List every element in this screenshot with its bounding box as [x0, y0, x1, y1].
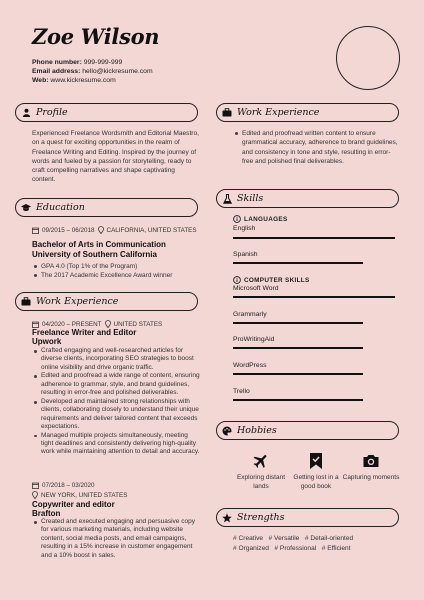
person-icon — [21, 108, 31, 118]
skills-title: Skills — [237, 193, 264, 204]
web-value[interactable]: www.kickresume.com — [50, 77, 116, 85]
profile-section-header — [15, 103, 198, 122]
star-icon — [222, 513, 232, 523]
job-bullets-continued — [233, 129, 398, 166]
job-role: Freelance Writer and Editor — [32, 328, 137, 337]
job-location: UNITED STATES — [113, 320, 163, 328]
strengths-section-header — [216, 508, 399, 527]
profile-title: Profile — [36, 107, 68, 118]
education-degree: Bachelor of Arts in Communication — [32, 240, 166, 249]
contact-info — [32, 58, 153, 86]
skill-name: WordPress — [233, 362, 267, 369]
strengths-title: Strengths — [237, 512, 285, 523]
calendar-icon — [32, 321, 39, 328]
briefcase-icon — [21, 297, 31, 307]
computer-skills-subheader — [233, 276, 310, 284]
list-item: Managed multiple projects simultaneously, meeting tight deadlines and consistently delivering high-quality work while maintaining attention to detail and accuracy. — [32, 432, 202, 457]
job-location: NEW YORK, UNITED STATES — [41, 491, 128, 499]
strengths-tags — [233, 534, 403, 554]
palette-icon — [222, 426, 232, 436]
strengths-line: # Creative # Versatile # Detail-oriented — [233, 535, 354, 542]
list-item: Edited and proofread a wide range of content, ensuring adherence to grammar, style, and brand guidelines, resulting in error-free and polished deliverables. — [32, 372, 202, 397]
computer-skills-label: COMPUTER SKILLS — [244, 276, 310, 284]
job-location-row — [32, 491, 127, 499]
email-row — [32, 67, 153, 76]
calendar-icon — [32, 227, 39, 234]
job-meta — [32, 482, 95, 489]
calendar-icon — [32, 482, 39, 489]
email-label: Email address: — [32, 68, 81, 76]
skill-name: Trello — [233, 388, 250, 395]
skill-level-bar — [233, 322, 363, 324]
info-circle-icon — [233, 276, 241, 284]
work-experience-section-header — [15, 292, 198, 311]
skill-level-bar — [233, 296, 395, 298]
email-value[interactable]: hello@kickresume.com — [82, 68, 153, 76]
job-company: Upwork — [32, 337, 62, 346]
education-title: Education — [36, 202, 85, 213]
location-pin-icon — [32, 491, 38, 499]
languages-subheader — [233, 215, 288, 223]
info-circle-icon — [233, 215, 241, 223]
phone-label: Phone number: — [32, 59, 82, 66]
skill-level-bar — [233, 347, 363, 349]
job-dates: 04/2020 – PRESENT — [42, 320, 102, 328]
candidate-name: Zoe Wilson — [32, 24, 160, 49]
graduation-cap-icon — [21, 203, 31, 213]
list-item: Crafted engaging and well-researched articles for diverse clients, incorporating SEO strategies to boost online visibility and drive organic traffic. — [32, 347, 202, 372]
skill-name: Microsoft Word — [233, 285, 279, 292]
location-pin-icon — [105, 320, 111, 328]
education-location: CALIFORNIA, UNITED STATES — [106, 226, 197, 234]
skill-level-bar — [233, 373, 363, 375]
languages-label: LANGUAGES — [244, 215, 288, 223]
hobbies-title: Hobbies — [237, 425, 277, 436]
job-bullets — [32, 518, 202, 560]
skill-name: Grammarly — [233, 311, 267, 318]
hobby-label: Capturing moments — [342, 474, 400, 481]
job-company: Brafton — [32, 509, 61, 518]
airplane-icon — [252, 452, 270, 470]
skill-name: English — [233, 225, 256, 232]
education-section-header — [15, 198, 198, 217]
list-item: The 2017 Academic Excellence Award winner — [32, 271, 202, 280]
skill-level-bar — [233, 262, 363, 264]
job-bullets — [32, 347, 202, 457]
work-experience-continued-header — [216, 103, 399, 122]
location-pin-icon — [98, 226, 104, 234]
list-item: GPA 4.0 (Top 1% of the Program) — [32, 262, 202, 271]
hobby-label: Exploring distant lands — [236, 474, 286, 490]
hobbies-section-header — [216, 421, 399, 440]
profile-photo-placeholder — [336, 26, 400, 90]
skills-section-header — [216, 189, 399, 208]
education-school: University of Southern California — [32, 250, 157, 259]
profile-text: Experienced Freelance Wordsmith and Editorial Maestro, on a quest for exciting opportunities in the realm of Freelance Writing and Editing. Inspired by the journey of words and fueled by a passion for storytelling, ready to craft compelling narratives and shape captivating content. — [32, 130, 199, 184]
web-row — [32, 76, 153, 85]
list-item: Created and executed engaging and persuasive copy for various marketing materials, including website content, social media posts, and email campaigns, resulting in a 15% increase in customer engagement and a 10% boost in sales. — [32, 518, 202, 560]
work-experience-title: Work Experience — [36, 296, 119, 307]
skill-name: Spanish — [233, 251, 258, 258]
phone-value: 999-999-999 — [83, 59, 123, 66]
list-item: Developed and maintained strong relationships with clients, collaborating closely to understand their unique requirements and deliver tailored content that exceeds expectations. — [32, 398, 202, 432]
education-meta — [32, 226, 197, 234]
work-experience-continued-title: Work Experience — [237, 107, 320, 118]
education-bullets — [32, 262, 202, 281]
web-label: Web: — [32, 77, 49, 85]
hobby-item — [341, 452, 401, 483]
skill-name: ProWritingAid — [233, 336, 275, 343]
flask-icon — [222, 194, 232, 204]
list-item: Edited and proofread written content to ensure grammatical accuracy, adherence to brand guidelines, and consistency in tone and style, resulting in error-free and polished final deliverables. — [233, 129, 398, 166]
skill-level-bar — [233, 399, 363, 401]
job-role: Copywriter and editor — [32, 500, 115, 509]
hobby-label: Getting lost in a good book — [293, 474, 339, 490]
hobby-item — [286, 452, 346, 491]
hobby-item — [231, 452, 291, 491]
briefcase-icon — [222, 108, 232, 118]
camera-icon — [362, 452, 380, 470]
education-dates: 09/2015 – 06/2018 — [42, 226, 95, 234]
bookmark-icon — [308, 452, 324, 470]
skill-level-bar — [233, 237, 395, 239]
job-dates: 07/2018 – 03/2020 — [42, 482, 95, 489]
phone-row — [32, 58, 153, 67]
strengths-line: # Organized # Professional # Efficient — [233, 545, 351, 552]
job-meta — [32, 320, 162, 328]
